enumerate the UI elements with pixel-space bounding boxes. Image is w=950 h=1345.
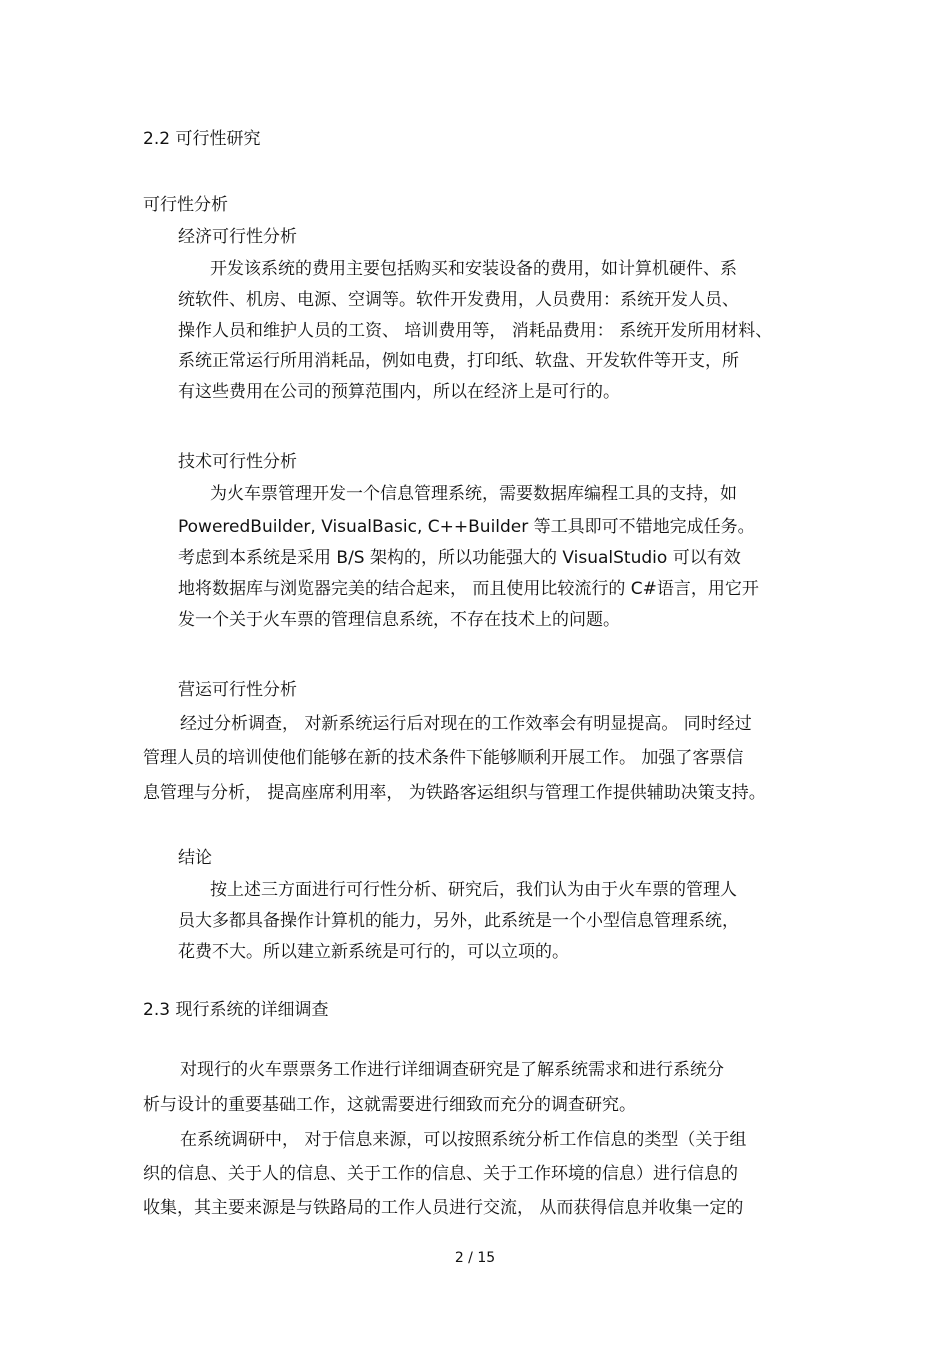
conclusion-title: 结论 — [178, 848, 212, 868]
operational-line-3: 息管理与分析， 提高座席利用率， 为铁路客运组织与管理工作提供辅助决策支持。 — [143, 783, 766, 803]
section-2-2-heading: 2.2 可行性研究 — [143, 129, 261, 149]
survey-para1-line-2: 析与设计的重要基础工作，这就需要进行细致而充分的调查研究。 — [143, 1095, 636, 1115]
economic-line-4: 系统正常运行所用消耗品，例如电费，打印纸、软盘、开发软件等开支，所 — [178, 351, 739, 371]
operational-line-1: 经过分析调查， 对新系统运行后对现在的工作效率会有明显提高。 同时经过 — [180, 714, 752, 734]
page-number: 2 / 15 — [454, 1250, 496, 1266]
technical-line-5: 发一个关于火车票的管理信息系统，不存在技术上的问题。 — [178, 610, 620, 630]
operational-line-2: 管理人员的培训使他们能够在新的技术条件下能够顺利开展工作。 加强了客票信 — [143, 748, 744, 768]
conclusion-line-2: 员大多都具备操作计算机的能力，另外，此系统是一个小型信息管理系统， — [178, 911, 739, 931]
feasibility-title: 可行性分析 — [143, 195, 228, 215]
section-2-3-heading: 2.3 现行系统的详细调查 — [143, 1000, 329, 1020]
technical-line-1: 为火车票管理开发一个信息管理系统，需要数据库编程工具的支持，如 — [210, 484, 737, 504]
economic-line-3: 操作人员和维护人员的工资、 培训费用等， 消耗品费用： 系统开发所用材料、 — [178, 321, 773, 341]
conclusion-line-1: 按上述三方面进行可行性分析、研究后，我们认为由于火车票的管理人 — [210, 880, 737, 900]
technical-line-2: PoweredBuilder, VisualBasic, C++Builder 等工具即可不错地完成任务。 — [178, 517, 755, 537]
survey-para1-line-1: 对现行的火车票票务工作进行详细调查研究是了解系统需求和进行系统分 — [180, 1060, 724, 1080]
technical-title: 技术可行性分析 — [178, 452, 297, 472]
survey-para2-line-1: 在系统调研中， 对于信息来源，可以按照系统分析工作信息的类型（关于组 — [180, 1130, 747, 1150]
economic-line-1: 开发该系统的费用主要包括购买和安装设备的费用，如计算机硬件、系 — [210, 259, 737, 279]
technical-line-3: 考虑到本系统是采用 B/S 架构的，所以功能强大的 VisualStudio 可以有效 — [178, 548, 741, 568]
technical-line-4: 地将数据库与浏览器完美的结合起来， 而且使用比较流行的 C#语言，用它开 — [178, 579, 759, 599]
economic-line-2: 统软件、机房、电源、空调等。软件开发费用，人员费用：系统开发人员、 — [178, 290, 739, 310]
economic-title: 经济可行性分析 — [178, 227, 297, 247]
operational-title: 营运可行性分析 — [178, 680, 297, 700]
survey-para2-line-2: 织的信息、关于人的信息、关于工作的信息、关于工作环境的信息）进行信息的 — [143, 1164, 738, 1184]
survey-para2-line-3: 收集，其主要来源是与铁路局的工作人员进行交流， 从而获得信息并收集一定的 — [143, 1198, 744, 1218]
conclusion-line-3: 花费不大。所以建立新系统是可行的，可以立项的。 — [178, 942, 569, 962]
economic-line-5: 有这些费用在公司的预算范围内，所以在经济上是可行的。 — [178, 382, 620, 402]
